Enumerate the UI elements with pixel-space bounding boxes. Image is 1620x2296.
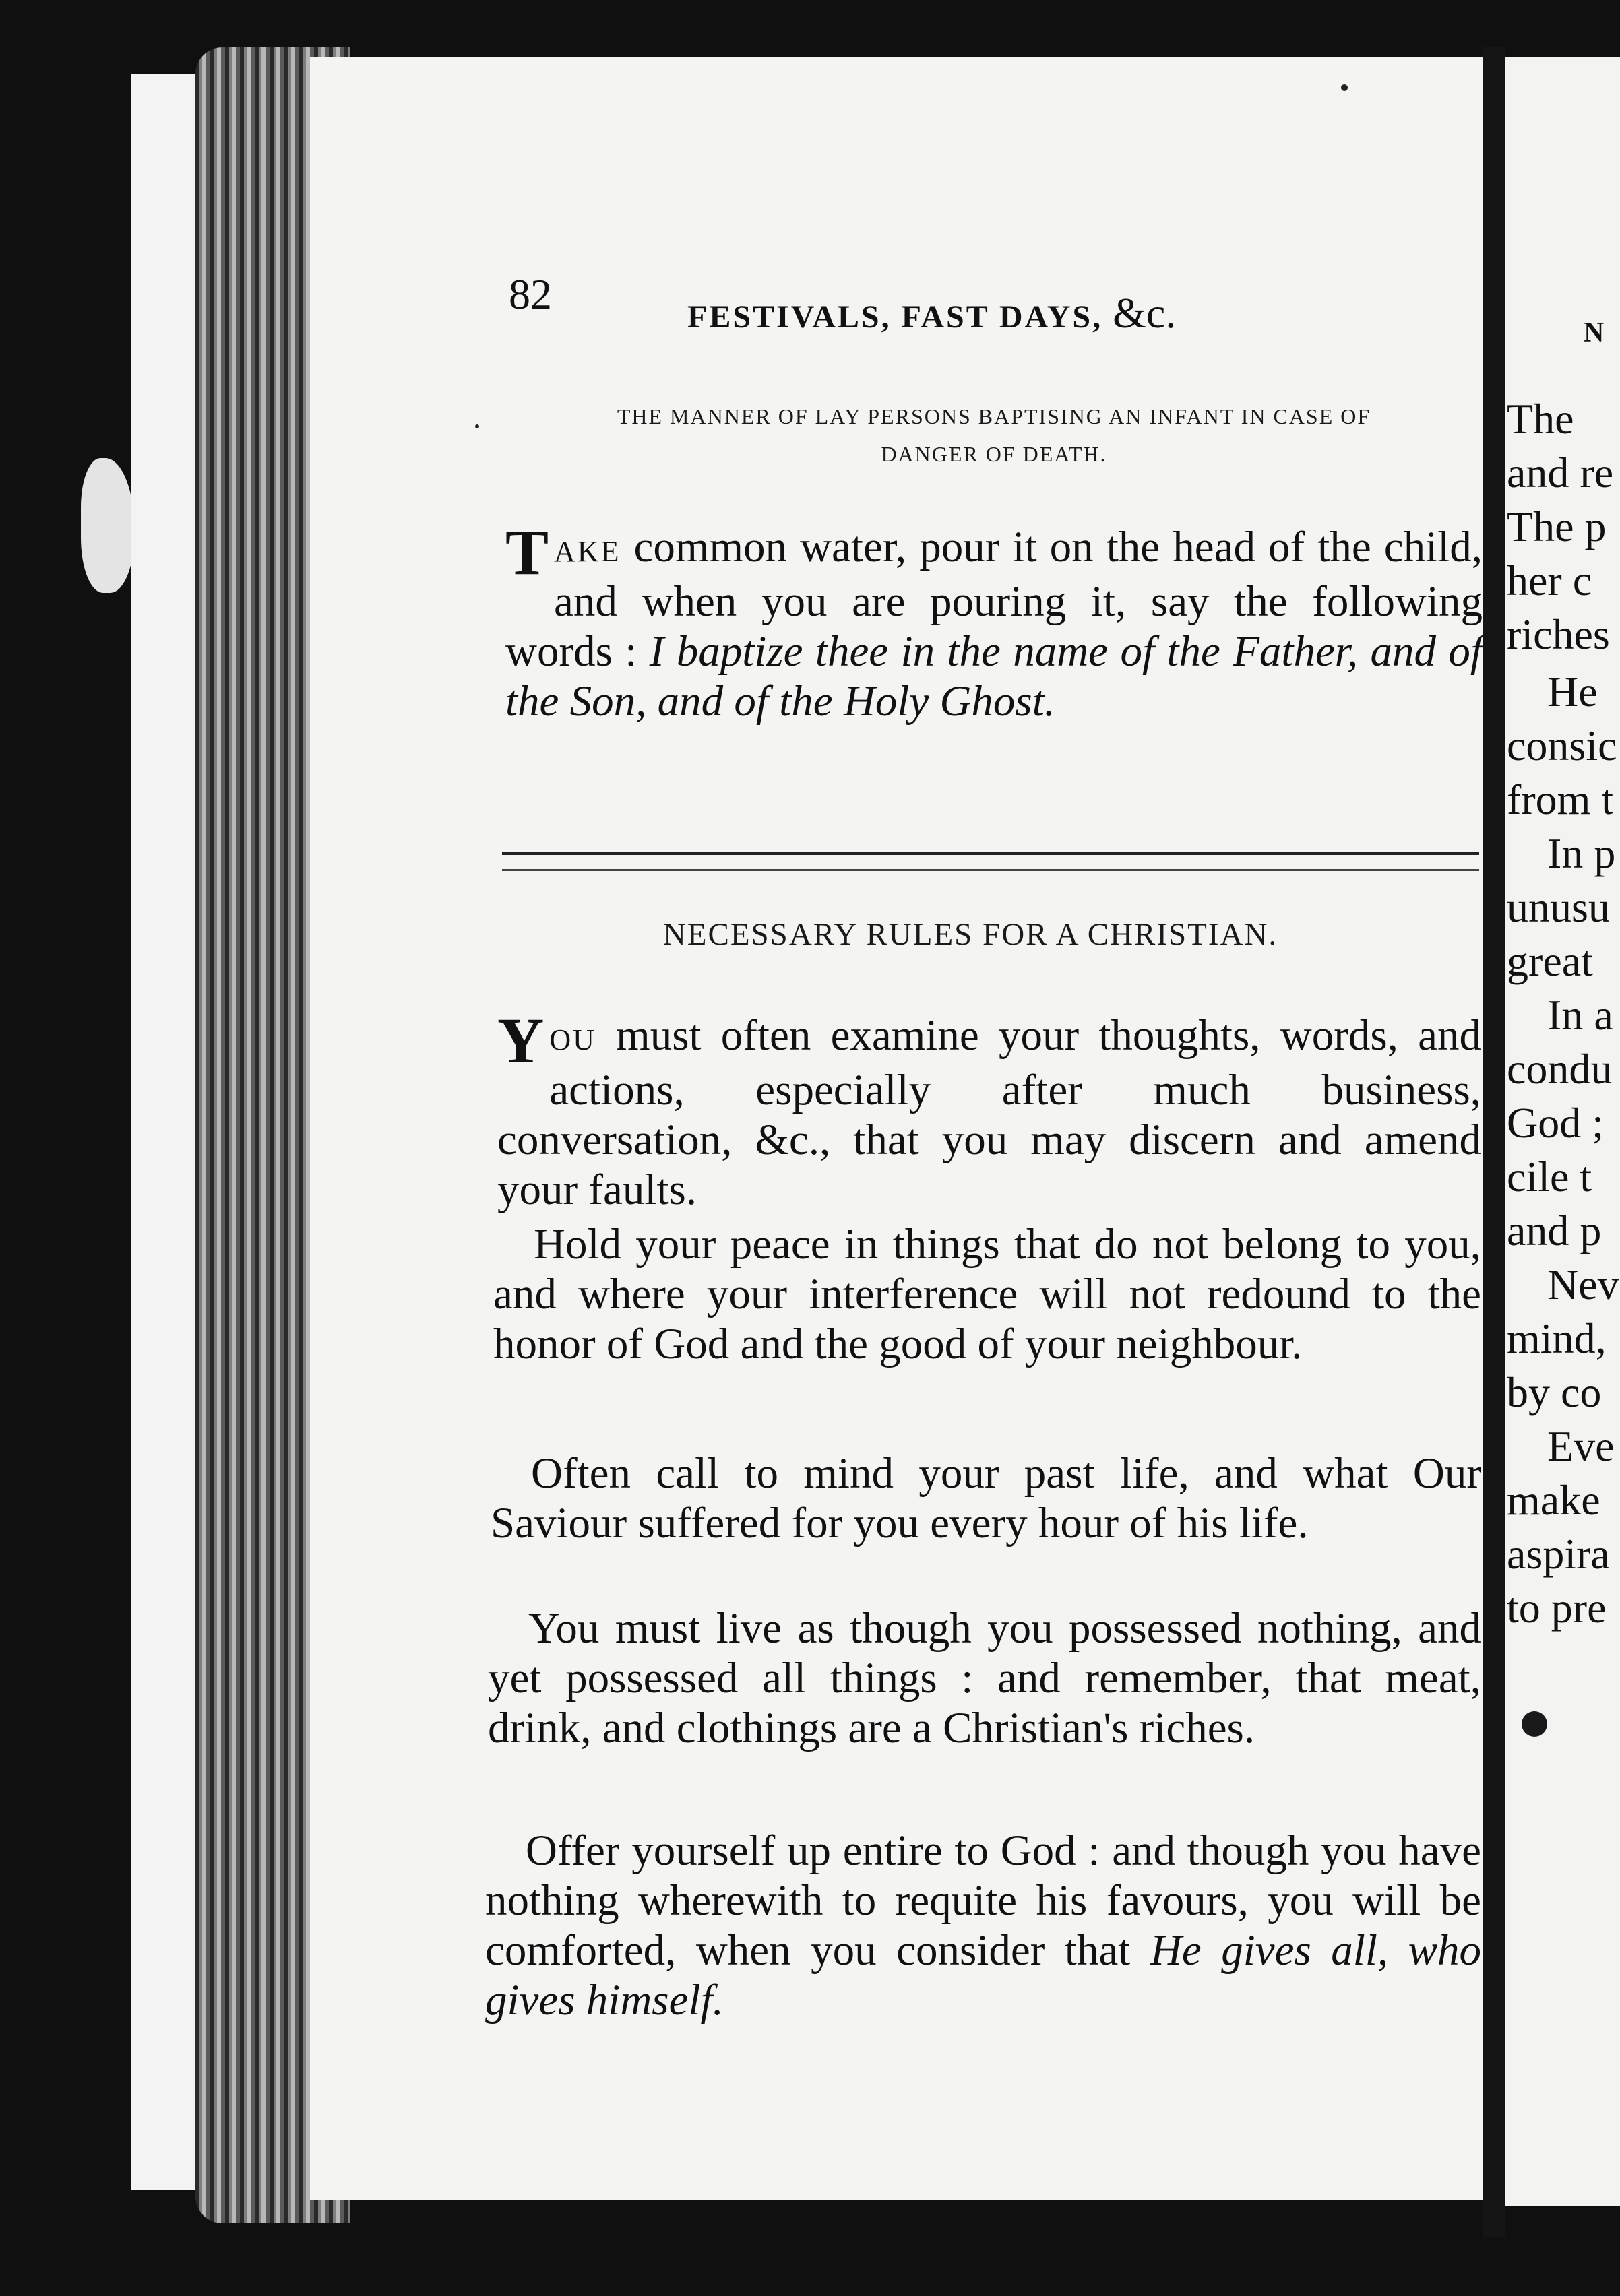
right-page-line: make xyxy=(1507,1476,1600,1524)
right-page-line: from t xyxy=(1507,775,1614,823)
ornament-dot xyxy=(1522,1711,1547,1737)
right-page-header-fragment: N xyxy=(1584,317,1605,348)
right-page-line: by co xyxy=(1507,1368,1602,1416)
right-page-line: to pre xyxy=(1507,1584,1607,1632)
running-title: FESTIVALS, FAST DAYS, &c. xyxy=(687,289,1177,337)
right-page-line: In p xyxy=(1547,829,1616,877)
right-page-line: her c xyxy=(1507,556,1592,604)
right-page-line: mind, xyxy=(1507,1314,1607,1362)
right-page-line: God ; xyxy=(1507,1099,1604,1147)
rules-paragraph-5: Offer yourself up entire to God : and though you have nothing wherewith to requite his favours, you will be comforted, when you consider that He gives all, who gives himself. xyxy=(485,1826,1481,2024)
rules-paragraph-1: YOU must often examine your thoughts, words, and actions, especially after much business, conversation, &c., that you may discern and amend your faults. xyxy=(497,1004,1481,1214)
rules-paragraph-3: Often call to mind your past life, and what Our Saviour suffered for you every hour of his life. xyxy=(491,1449,1481,1548)
lay-baptism-title: THE MANNER OF LAY PERSONS BAPTISING AN INFANT IN CASE OF DANGER OF DEATH. xyxy=(617,404,1371,466)
book-gutter xyxy=(1483,47,1505,2237)
right-page-line: The p xyxy=(1507,503,1607,550)
lay-baptism-paragraph: TAKE common water, pour it on the head of the child, and when you are pouring it, say the following words : I baptize thee in the name of the Father, and of the Son, and of the Holy Ghost. xyxy=(505,516,1483,726)
right-page-line: Eve xyxy=(1547,1422,1615,1470)
right-page-line: aspira xyxy=(1507,1530,1610,1578)
right-page-line: great xyxy=(1507,937,1593,985)
running-header xyxy=(509,269,1348,337)
right-page-line: condu xyxy=(1507,1045,1613,1093)
right-page-line: consic xyxy=(1507,722,1617,769)
right-page-line: Nev xyxy=(1547,1261,1619,1308)
section-divider xyxy=(502,852,1479,855)
right-page-line: cile t xyxy=(1507,1153,1592,1201)
right-page-line: The xyxy=(1507,395,1574,443)
right-page-line: and p xyxy=(1507,1207,1602,1254)
rules-title: NECESSARY RULES FOR A CHRISTIAN. xyxy=(662,917,1278,952)
ink-speck xyxy=(475,424,479,428)
right-page-line: and re xyxy=(1507,449,1614,497)
right-page-line: unusu xyxy=(1507,883,1610,931)
right-page-line: riches xyxy=(1507,610,1610,658)
rules-paragraph-4: You must live as though you possessed nothing, and yet possessed all things : and remember, that meat, drink, and clothings are a Christian's riches. xyxy=(488,1604,1481,1752)
page-number: 82 xyxy=(509,270,552,318)
right-page-line: He xyxy=(1547,668,1598,715)
rules-paragraph-2: Hold your peace in things that do not belong to you, and where your interference will not redound to the honor of God and the good of your neighbour. xyxy=(493,1220,1481,1368)
ink-speck xyxy=(1341,84,1348,91)
section-divider-thin xyxy=(502,869,1479,871)
right-page-line: In a xyxy=(1547,991,1613,1039)
